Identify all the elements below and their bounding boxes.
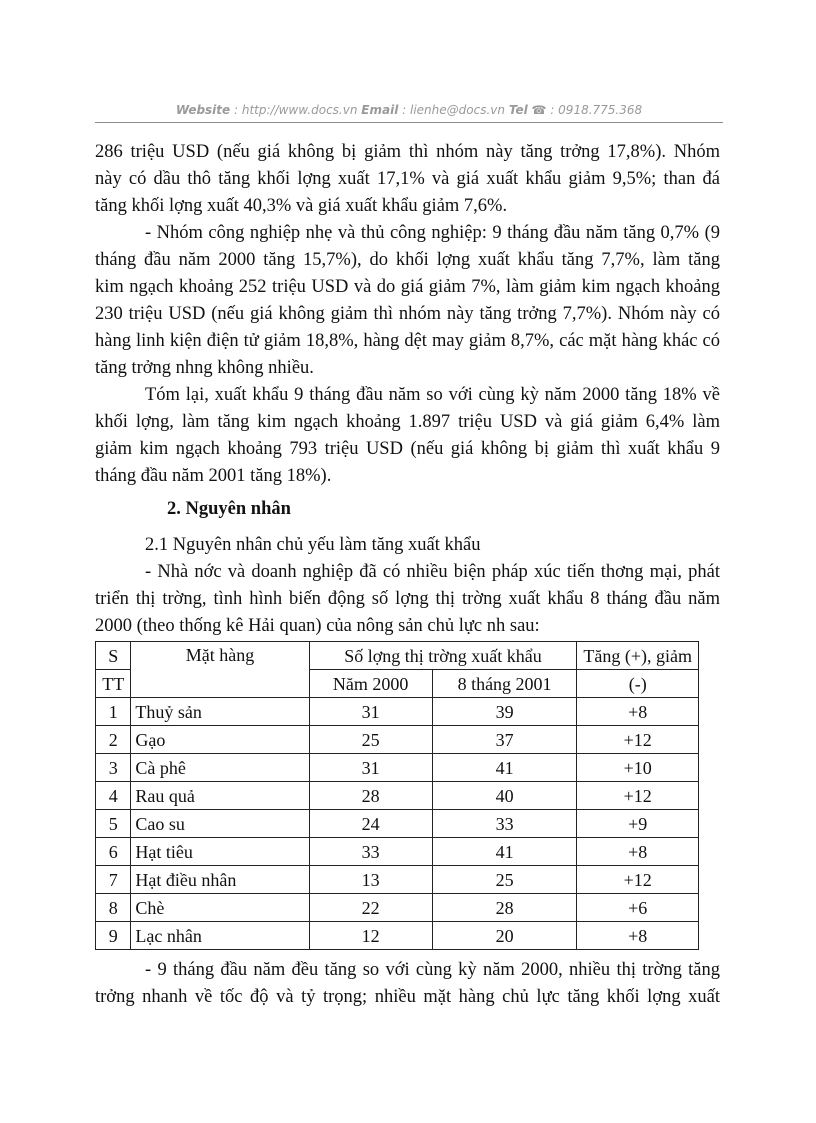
header-year-2000: Năm 2000 [309,670,432,698]
row-change: +8 [577,922,699,950]
table-header-row [96,642,699,670]
row-2001: 37 [432,726,577,754]
row-2001: 41 [432,754,577,782]
export-markets-table [95,641,699,950]
header-change-bottom: (-) [577,670,699,698]
row-item: Thuỷ sản [131,698,309,726]
header-market-count: Số lợng thị trờng xuất khẩu [309,642,577,670]
table-row [96,894,699,922]
table-row [96,754,699,782]
paragraph-2 [95,220,720,382]
email-label: Email [361,103,399,117]
row-2000: 31 [309,698,432,726]
row-2000: 25 [309,726,432,754]
row-stt: 6 [96,838,131,866]
row-change: +8 [577,698,699,726]
row-2000: 13 [309,866,432,894]
row-stt: 1 [96,698,131,726]
row-2001: 41 [432,838,577,866]
row-change: +6 [577,894,699,922]
header-item: Mặt hàng [131,642,309,698]
table-row [96,810,699,838]
row-item: Gạo [131,726,309,754]
table-row [96,838,699,866]
text-line: tăng trởng nhng không nhiều. [95,358,314,378]
email-value[interactable]: : lienhe@docs.vn [402,103,505,117]
text-line: hàng linh kiện điện tử giảm 18,8%, hàng dệt may giảm 8,7%, các mặt hàng khác có [95,331,720,351]
row-2001: 33 [432,810,577,838]
row-2001: 39 [432,698,577,726]
section-heading: 2. Nguyên nhân [167,499,291,519]
row-change: +12 [577,726,699,754]
table-row [96,866,699,894]
row-2000: 28 [309,782,432,810]
page-header [95,100,723,123]
row-item: Cà phê [131,754,309,782]
row-item: Chè [131,894,309,922]
row-change: +8 [577,838,699,866]
row-2000: 33 [309,838,432,866]
text-line: tăng khối lợng xuất 40,3% và giá xuất khẩu giảm 7,6%. [95,196,508,216]
text-line: 286 triệu USD (nếu giá không bị giảm thì nhóm này tăng trởng 17,8%). Nhóm [95,142,720,162]
text-line: - Nhà nớc và doanh nghiệp đã có nhiều biện pháp xúc tiến thơng mại, phát [145,562,720,582]
website-url[interactable]: : http://www.docs.vn [234,103,358,117]
row-stt: 4 [96,782,131,810]
row-2001: 25 [432,866,577,894]
phone-icon: ☎ [531,103,547,117]
row-item: Cao su [131,810,309,838]
text-line: triển thị trờng, tình hình biến động số lợng thị trờng xuất khẩu 8 tháng đầu năm [95,589,720,609]
text-line: kim ngạch khoảng 252 triệu USD và do giá giảm 7%, làm giảm kim ngạch khoảng [95,277,720,297]
table-row [96,922,699,950]
text-line: này có dầu thô tăng khối lợng xuất 17,1% và giá xuất khẩu giảm 9,5%; than đá [95,169,720,189]
row-2000: 24 [309,810,432,838]
text-line: Tóm lại, xuất khẩu 9 tháng đầu năm so với cùng kỳ năm 2000 tăng 18% về [145,385,720,405]
row-2001: 40 [432,782,577,810]
row-stt: 8 [96,894,131,922]
header-stt-top: S [96,642,131,670]
row-2000: 31 [309,754,432,782]
paragraph-5 [95,957,720,1011]
paragraph-3 [95,382,720,490]
website-label: Website [175,103,231,117]
text-line: - 9 tháng đầu năm đều tăng so với cùng kỳ năm 2000, nhiều thị trờng tăng [145,960,720,980]
row-item: Hạt điều nhân [131,866,309,894]
row-change: +12 [577,866,699,894]
text-line: 2000 (theo thống kê Hải quan) của nông sản chủ lực nh sau: [95,616,540,636]
table-row [96,726,699,754]
row-change: +12 [577,782,699,810]
paragraph-1 [95,139,720,220]
text-line: trởng nhanh về tốc độ và tỷ trọng; nhiều mặt hàng chủ lực tăng khối lợng xuất [95,987,720,1007]
text-line: giảm kim ngạch khoảng 793 triệu USD (nếu giá không bị giảm thì xuất khẩu 9 [95,439,720,459]
row-change: +9 [577,810,699,838]
text-line: tháng đầu năm 2000 tăng 15,7%), do khối lợng xuất khẩu tăng 7,7%, làm tăng [95,250,720,270]
row-2001: 28 [432,894,577,922]
row-stt: 2 [96,726,131,754]
table-row [96,698,699,726]
row-2000: 22 [309,894,432,922]
subsection-title: 2.1 Nguyên nhân chủ yếu làm tăng xuất khẩu [145,535,481,555]
table-row [96,782,699,810]
header-change-top: Tăng (+), giảm [577,642,699,670]
text-line: khối lợng, làm tăng kim ngạch khoảng 1.897 triệu USD và giá giảm 6,4% làm [95,412,720,432]
tel-value: : 0918.775.368 [550,103,643,117]
row-2000: 12 [309,922,432,950]
row-item: Lạc nhân [131,922,309,950]
row-stt: 7 [96,866,131,894]
row-change: +10 [577,754,699,782]
row-stt: 5 [96,810,131,838]
text-line: 230 triệu USD (nếu giá không giảm thì nhóm này tăng trởng 7,7%). Nhóm này có [95,304,720,324]
row-stt: 3 [96,754,131,782]
row-stt: 9 [96,922,131,950]
text-line: - Nhóm công nghiệp nhẹ và thủ công nghiệp: 9 tháng đầu năm tăng 0,7% (9 [145,223,720,243]
tel-label: Tel [508,103,528,117]
text-line: tháng đầu năm 2001 tăng 18%). [95,466,332,486]
paragraph-4 [95,532,720,640]
row-2001: 20 [432,922,577,950]
header-year-2001: 8 tháng 2001 [432,670,577,698]
row-item: Hạt tiêu [131,838,309,866]
row-item: Rau quả [131,782,309,810]
header-stt-bottom: TT [96,670,131,698]
